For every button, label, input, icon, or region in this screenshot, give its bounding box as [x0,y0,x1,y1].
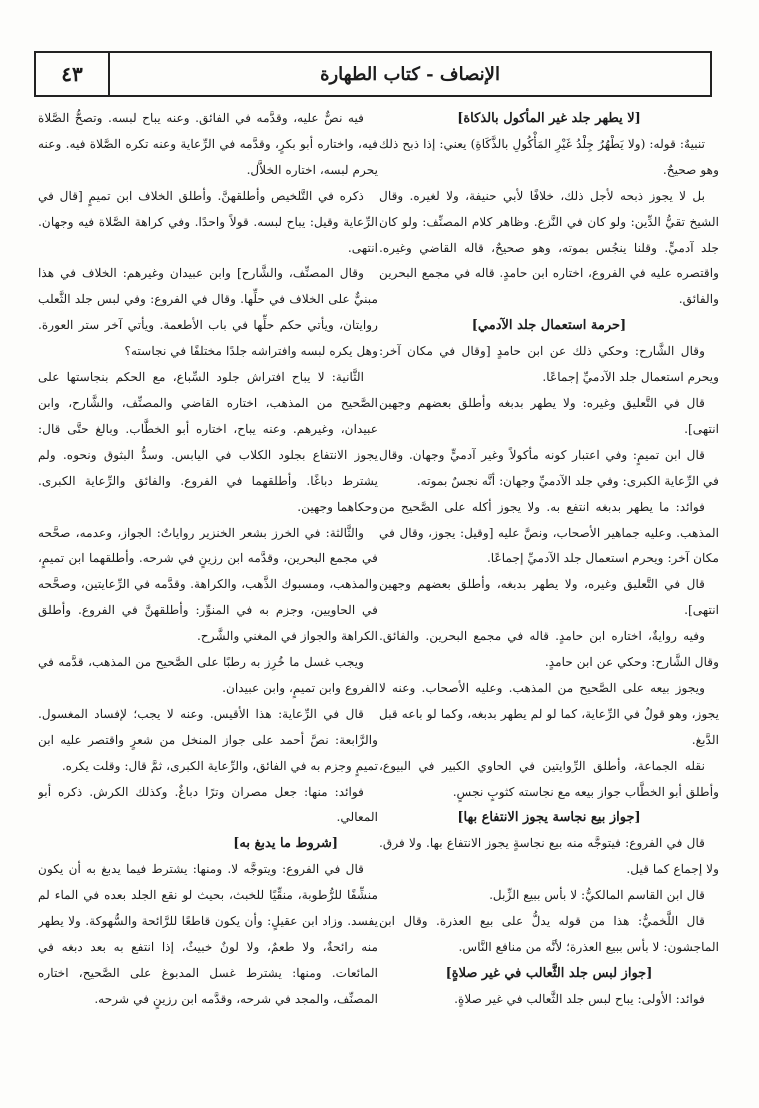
paragraph: الثَّانية: لا يباح افتراش جلود السِّباع، مع الحكم بنجاستها على الصَّحيح من المذهب، اختاره القاضي والمصنِّف، والشَّارح، وابن عبيدان، وغيرهم. وعنه يباح، اختاره أبو الخطَّاب. وبالغ حتَّى قال: يجوز الانتفاع بجلود الكلاب في اليابس. وسدُّ البثوق ونحوه. ولم يشترط دباغًا. وأطلقهما في الفروع. والفائق والرِّعاية الكبرى. وحكاهما وجهين. [38,370,378,514]
paragraph: وقال المصنِّف، والشَّارح] وابن عبيدان وغيرهم: الخلاف في هذا مبنيٌّ على الخلاف في حلِّها. وقال في الفروع: وفي لبس جلد الثَّعلب روايتان، ويأتي حكم حلِّها في باب الأطعمة. ويأتي آخر ستر العورة. وهل يكره لبسه وافتراشه جلدًا مختلفًا في نجاسته؟ [38,266,378,359]
page-number: ٤٣ [36,53,110,95]
section-heading: [جواز لبس جلد الثَّعالب في غير صلاةٍ] [445,965,653,981]
paragraph: فيه نصٌّ عليه، وقدَّمه في الفائق. وعنه يباح لبسه. وتصحُّ الصَّلاة فيه، واختاره أبو بكرٍ، وقدَّمه في الرِّعاية وعنه تكره الصَّلاة فيه. وعنه يحرم لبسه، اختاره الخلاَّل. [38,111,378,177]
paragraph: فوائد: ما يطهر بدبغه انتفع به. ولا يجوز أكله على الصَّحيح من المذهب. وعليه جماهير الأصحاب، ونصَّ عليه [وقيل: يجوز، وقال في مكان آخر: ويحرم استعمال جلد الآدميِّ إجماعًا. [379,499,719,566]
paragraph: قال في الرِّعاية: هذا الأقيس. وعنه لا يجب؛ لإفساد المغسول. والرَّابعة: نصَّ أحمد على جواز المنخل من شعرٍ واقتصر عليه ابن تميمٍ وجزم به في الفائق، والرِّعاية الكبرى، ثمَّ قال: وقلت يكره. [38,706,378,773]
section-heading: [حرمة استعمال جلد الآدمي] [471,318,627,334]
paragraph: وفيه روايةٌ، اختاره ابن حامدٍ. قاله في مجمع البحرين. والفائق. وقال الشَّارح: وحكي عن ابن حامدٍ. [379,629,719,670]
paragraph: ذكره في التَّلخيص وأطلقهنَّ. وأطلق الخلاف ابن تميمٍ [قال في الرِّعاية وقيل: يباح لبسه. قولاً واحدًا. وفي كراهة الصَّلاة فيه وجهان. انتهى. [38,188,378,255]
paragraph: فوائد: الأولى: يباح لبس جلد الثَّعالب في غير صلاةٍ. [454,991,705,1006]
paragraph: ويجب غسل ما خُرِز به رطبًا على الصَّحيح من المذهب، قدَّمه في الفروع وابن تميمٍ، وابن عبيدان. [38,655,378,695]
paragraph: قال في التَّعليق وغيره، ولا يطهر بدبغه، وأطلق بعضهم وجهين انتهى]. [379,577,719,618]
paragraph: نقله الجماعة، وأطلق الرِّوايتين في الحاوي الكبير في البيوع، وأطلق أبو الخطَّاب جواز بيعه مع نجاسته كثوبٍ نجسٍ. [379,758,719,799]
paragraph: قال في الفروع: فيتوجَّه منه بيع نجاسةٍ يجوز الانتفاع بها. ولا فرق. ولا إجماع كما قيل. [379,836,719,877]
page-header [34,51,712,97]
section-heading: [شروط ما يدبغ به] [233,836,338,852]
section-heading: [جواز بيع نجاسة يجوز الانتفاع بها] [457,810,641,826]
paragraph: قال ابن تميمٍ: وفي اعتبار كونه مأكولاً وغير آدميٍّ وجهان. وقال في الرِّعاية الكبرى: وفي جلد الآدميِّ وجهان: أنَّه نجسٌ بموته. [379,447,719,488]
paragraph: قال في التَّعليق وغيره: ولا يطهر بدبغه وأطلق بعضهم وجهين انتهى]. [379,395,719,436]
paragraph: والثَّالثة: في الخرز بشعر الخنزير رواياتٌ: الجواز، وعدمه، صحَّحه في مجمع البحرين، وقدَّمه ابن رزينٍ في شرحه. وأطلقهما ابن تميمٍ، والمذهب، ومسبوك الذَّهب، والكراهة. وقدَّمه في الرِّعايتين، وصحَّحه في الحاويين، وجزم به في المنوِّر: وأطلقهنَّ في الفروع. وأطلق الكراهة والجواز في المغني والشَّرح. [38,525,378,644]
paragraph: قال ابن القاسم المالكيُّ: لا بأس ببيع الزِّبل. [489,888,705,903]
paragraph: وقال الشَّارح: وحكي ذلك عن ابن حامدٍ [وقال في مكان آخر: ويحرم استعمال جلد الآدميِّ إجماعًا. [379,344,719,385]
paragraph: قال في الفروع: ويتوجَّه لا. ومنها: يشترط فيما يدبغ به أن يكون منشِّفًا للرُّطوبة، منقِّيًا للخبث، بحيث لو نقع الجلد بعده في الماء لم يفسد. وزاد ابن عقيلٍ: وأن يكون قاطعًا للرَّائحة والسُّهوكة. ولا يطهر منه رائحةٌ، ولا طعمٌ، ولا لونٌ خبيثٌ، إذا انتفع به بعد دبغه في المائعات. ومنها: يشترط غسل المدبوغ على الصَّحيح، اختاره المصنِّف، والمجد في شرحه، وقدَّمه ابن رزينٍ في شرحه. [38,862,378,1006]
left-column [38,106,378,1091]
right-column [379,106,719,1091]
book-title: الإنصاف - كتاب الطهارة [320,63,500,85]
paragraph: قال اللَّخميُّ: هذا من قوله يدلُّ على بيع العذرة. وقال ابن الماجشون: لا بأس ببيع العذرة؛ لأنَّه من منافع النَّاس. [379,914,719,954]
paragraph: فوائد: منها: جعل مصران وترًا دباغٌ. وكذلك الكرش. ذكره أبو المعالي. [38,784,378,825]
section-heading: [لا يطهر جلد غير المأكول بالذكاة] [457,111,641,126]
paragraph: ويجوز بيعه على الصَّحيح من المذهب. وعليه الأصحاب. وعنه لا يجوز، وهو قولٌ في الرِّعاية، كما لو لم يطهر بدبغه، وكما لو باعه قبل الدَّبغ. [379,680,719,747]
paragraph: بل لا يجوز ذبحه لأجل ذلك، خلافًا لأبي حنيفة، ولا لغيره. وقال الشيخ تقيُّ الدِّين: ولو كان في النَّزع. وظاهر كلام المصنِّف: ولو كان جلد آدميٍّ. وقلنا ينجُس بموته، وهو صحيحٌ، قاله القاضي وغيره. واقتصره عليه في الفروع، اختاره ابن حامدٍ. قاله في مجمع البحرين والفائق. [379,188,719,307]
paragraph: تنبيهٌ: قوله: (ولا يَطْهُرُ جِلْدُ غَيْرِ المَأْكُولِ بالذَّكَاةِ) يعني: إذا ذبح ذلك وهو صحيحٌ. [379,136,719,177]
